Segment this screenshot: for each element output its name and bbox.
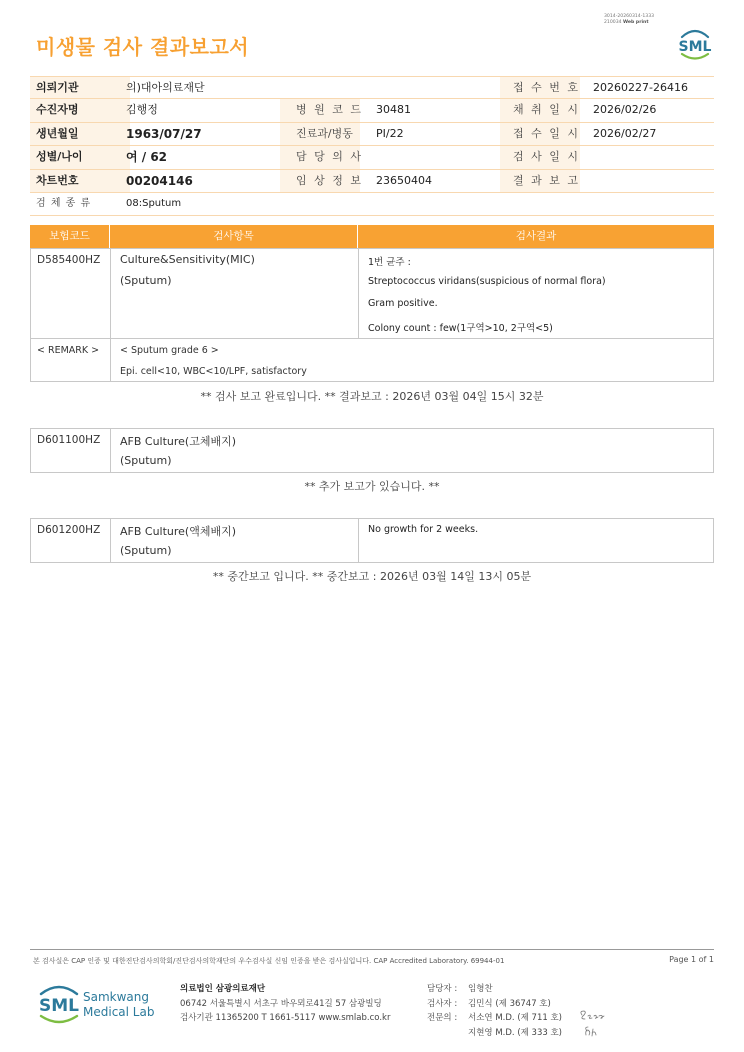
info-label: 접 수 번 호 — [513, 81, 580, 94]
logo-line-1: Samkwang — [83, 990, 149, 1004]
test-name: AFB Culture(액체배지) — [120, 525, 237, 538]
remark-text: Epi. cell<10, WBC<10/LPF, satisfactory — [120, 366, 307, 377]
staff-name: 지현영 M.D. (제 333 호) — [468, 1027, 563, 1038]
info-value: 08:Sputum — [126, 197, 182, 209]
info-value: 1963/07/27 — [126, 126, 202, 141]
info-value: 30481 — [376, 103, 411, 117]
info-row — [30, 99, 714, 122]
test-row-culture-sensitivity — [30, 248, 714, 339]
info-value: 2026/02/27 — [593, 126, 657, 140]
report-status-interim: ** 중간보고 입니다. ** 중간보고 : 2026년 03월 14일 13시 05분 — [212, 570, 532, 583]
info-label: 의뢰기관 — [36, 81, 79, 94]
info-label: 임 상 정 보 — [296, 173, 363, 187]
info-value: PI/22 — [376, 126, 404, 140]
accreditation-note: 본 검사실은 CAP 인증 및 대한진단검사의학회/진단검사의학재단의 우수검사실 신임 인증을 받은 검사실입니다. CAP Accredited Laboratory. 69944-01 — [33, 957, 505, 965]
info-label: 진료과/병동 — [296, 126, 353, 140]
info-row — [30, 76, 714, 99]
document-code — [604, 14, 654, 25]
header-insurance-code: 보험코드 — [49, 230, 90, 242]
patient-info-table — [30, 76, 714, 216]
result-line: Gram positive. — [368, 298, 438, 309]
test-row-afb-solid — [30, 428, 714, 473]
staff-name: 김민식 (제 36747 호) — [468, 998, 551, 1009]
organization-contact: 검사기관 11365200 T 1661-5117 www.smlab.co.kr — [180, 1013, 391, 1023]
staff-role: 전문의 : — [427, 1013, 458, 1023]
info-row — [30, 170, 714, 193]
staff-row — [427, 1011, 563, 1026]
web-print-label: Web print — [623, 19, 649, 25]
staff-row — [427, 997, 551, 1012]
result-line: No growth for 2 weeks. — [368, 524, 479, 535]
staff-info — [427, 982, 563, 1040]
info-label: 결 과 보 고 — [513, 173, 580, 187]
info-value: 00204146 — [126, 173, 193, 188]
results-header — [30, 225, 714, 248]
sml-logo — [676, 27, 714, 61]
staff-row — [427, 1026, 563, 1041]
test-code: D585400HZ — [37, 254, 101, 266]
test-code: D601100HZ — [37, 434, 101, 446]
organization-info — [180, 982, 390, 1026]
test-row-afb-liquid — [30, 518, 714, 563]
header-test-item: 검사항목 — [109, 225, 357, 248]
remark-row — [30, 338, 714, 382]
organization-name: 의료법인 삼광의료재단 — [180, 984, 266, 994]
info-label: 성별/나이 — [36, 150, 83, 164]
info-label: 검 사 일 시 — [513, 150, 580, 164]
report-status-complete: ** 검사 보고 완료입니다. ** 결과보고 : 2026년 03월 04일 15시 32분 — [200, 390, 544, 403]
info-label: 수진자명 — [36, 103, 79, 117]
test-specimen: (Sputum) — [120, 544, 172, 557]
samkwang-logo-text: SML — [39, 996, 79, 1016]
info-label: 채 취 일 시 — [513, 103, 580, 117]
result-line: Streptococcus viridans(suspicious of normal flora) — [368, 276, 606, 287]
samkwang-logo-mark — [36, 980, 82, 1028]
page-title: 미생물 검사 결과보고서 — [36, 35, 250, 59]
test-specimen: (Sputum) — [120, 454, 172, 467]
organization-address: 06742 서울특별시 서초구 바우뫼로41길 57 삼광빌딩 — [180, 998, 382, 1009]
header-test-result: 검사결과 — [357, 225, 714, 248]
info-label: 접 수 일 시 — [513, 126, 580, 140]
page-number: Page 1 of 1 — [669, 955, 714, 964]
info-value: 김행정 — [126, 103, 158, 117]
info-value: 20260227-26416 — [593, 81, 688, 94]
signature-image — [578, 1008, 608, 1040]
info-value: 여 / 62 — [126, 150, 168, 165]
info-value: 의)대아의료재단 — [126, 81, 205, 94]
staff-name: 서소연 M.D. (제 711 호) — [468, 1013, 563, 1023]
test-name: AFB Culture(고체배지) — [120, 435, 237, 448]
document-code-line2 — [604, 20, 654, 26]
document-code-line1: 3014-20260314-1333 — [604, 14, 655, 19]
info-label: 담 당 의 사 — [296, 150, 363, 164]
footer-divider — [30, 949, 714, 950]
test-code: D601200HZ — [37, 524, 101, 536]
samkwang-logo — [36, 980, 156, 1028]
info-label: 차트번호 — [36, 173, 79, 187]
document-code-line2-id: 210034 — [604, 19, 622, 25]
remark-label: < REMARK > — [37, 345, 100, 356]
remark-title: < Sputum grade 6 > — [120, 345, 219, 356]
report-status-additional: ** 추가 보고가 있습니다. ** — [304, 480, 440, 493]
staff-row — [427, 982, 493, 997]
info-label: 생년월일 — [36, 126, 79, 140]
staff-role: 검사자 : — [427, 998, 458, 1009]
info-value: 2026/02/26 — [593, 103, 657, 117]
info-value: 23650404 — [376, 173, 432, 187]
result-line: Colony count : few(1구역>10, 2구역<5) — [368, 323, 553, 334]
info-label: 병 원 코 드 — [296, 103, 363, 117]
staff-role: 담당자 : — [427, 984, 458, 994]
result-line: 1번 균주 : — [368, 257, 411, 268]
test-name: Culture&Sensitivity(MIC) — [120, 253, 255, 266]
info-label: 검 체 종 류 — [36, 197, 92, 209]
staff-name: 임형찬 — [468, 984, 493, 994]
logo-line-2: Medical Lab — [83, 1005, 155, 1019]
info-row — [30, 123, 714, 146]
info-row — [30, 193, 714, 216]
sml-logo-text: SML — [678, 39, 712, 55]
test-specimen: (Sputum) — [120, 274, 172, 287]
info-row — [30, 146, 714, 169]
